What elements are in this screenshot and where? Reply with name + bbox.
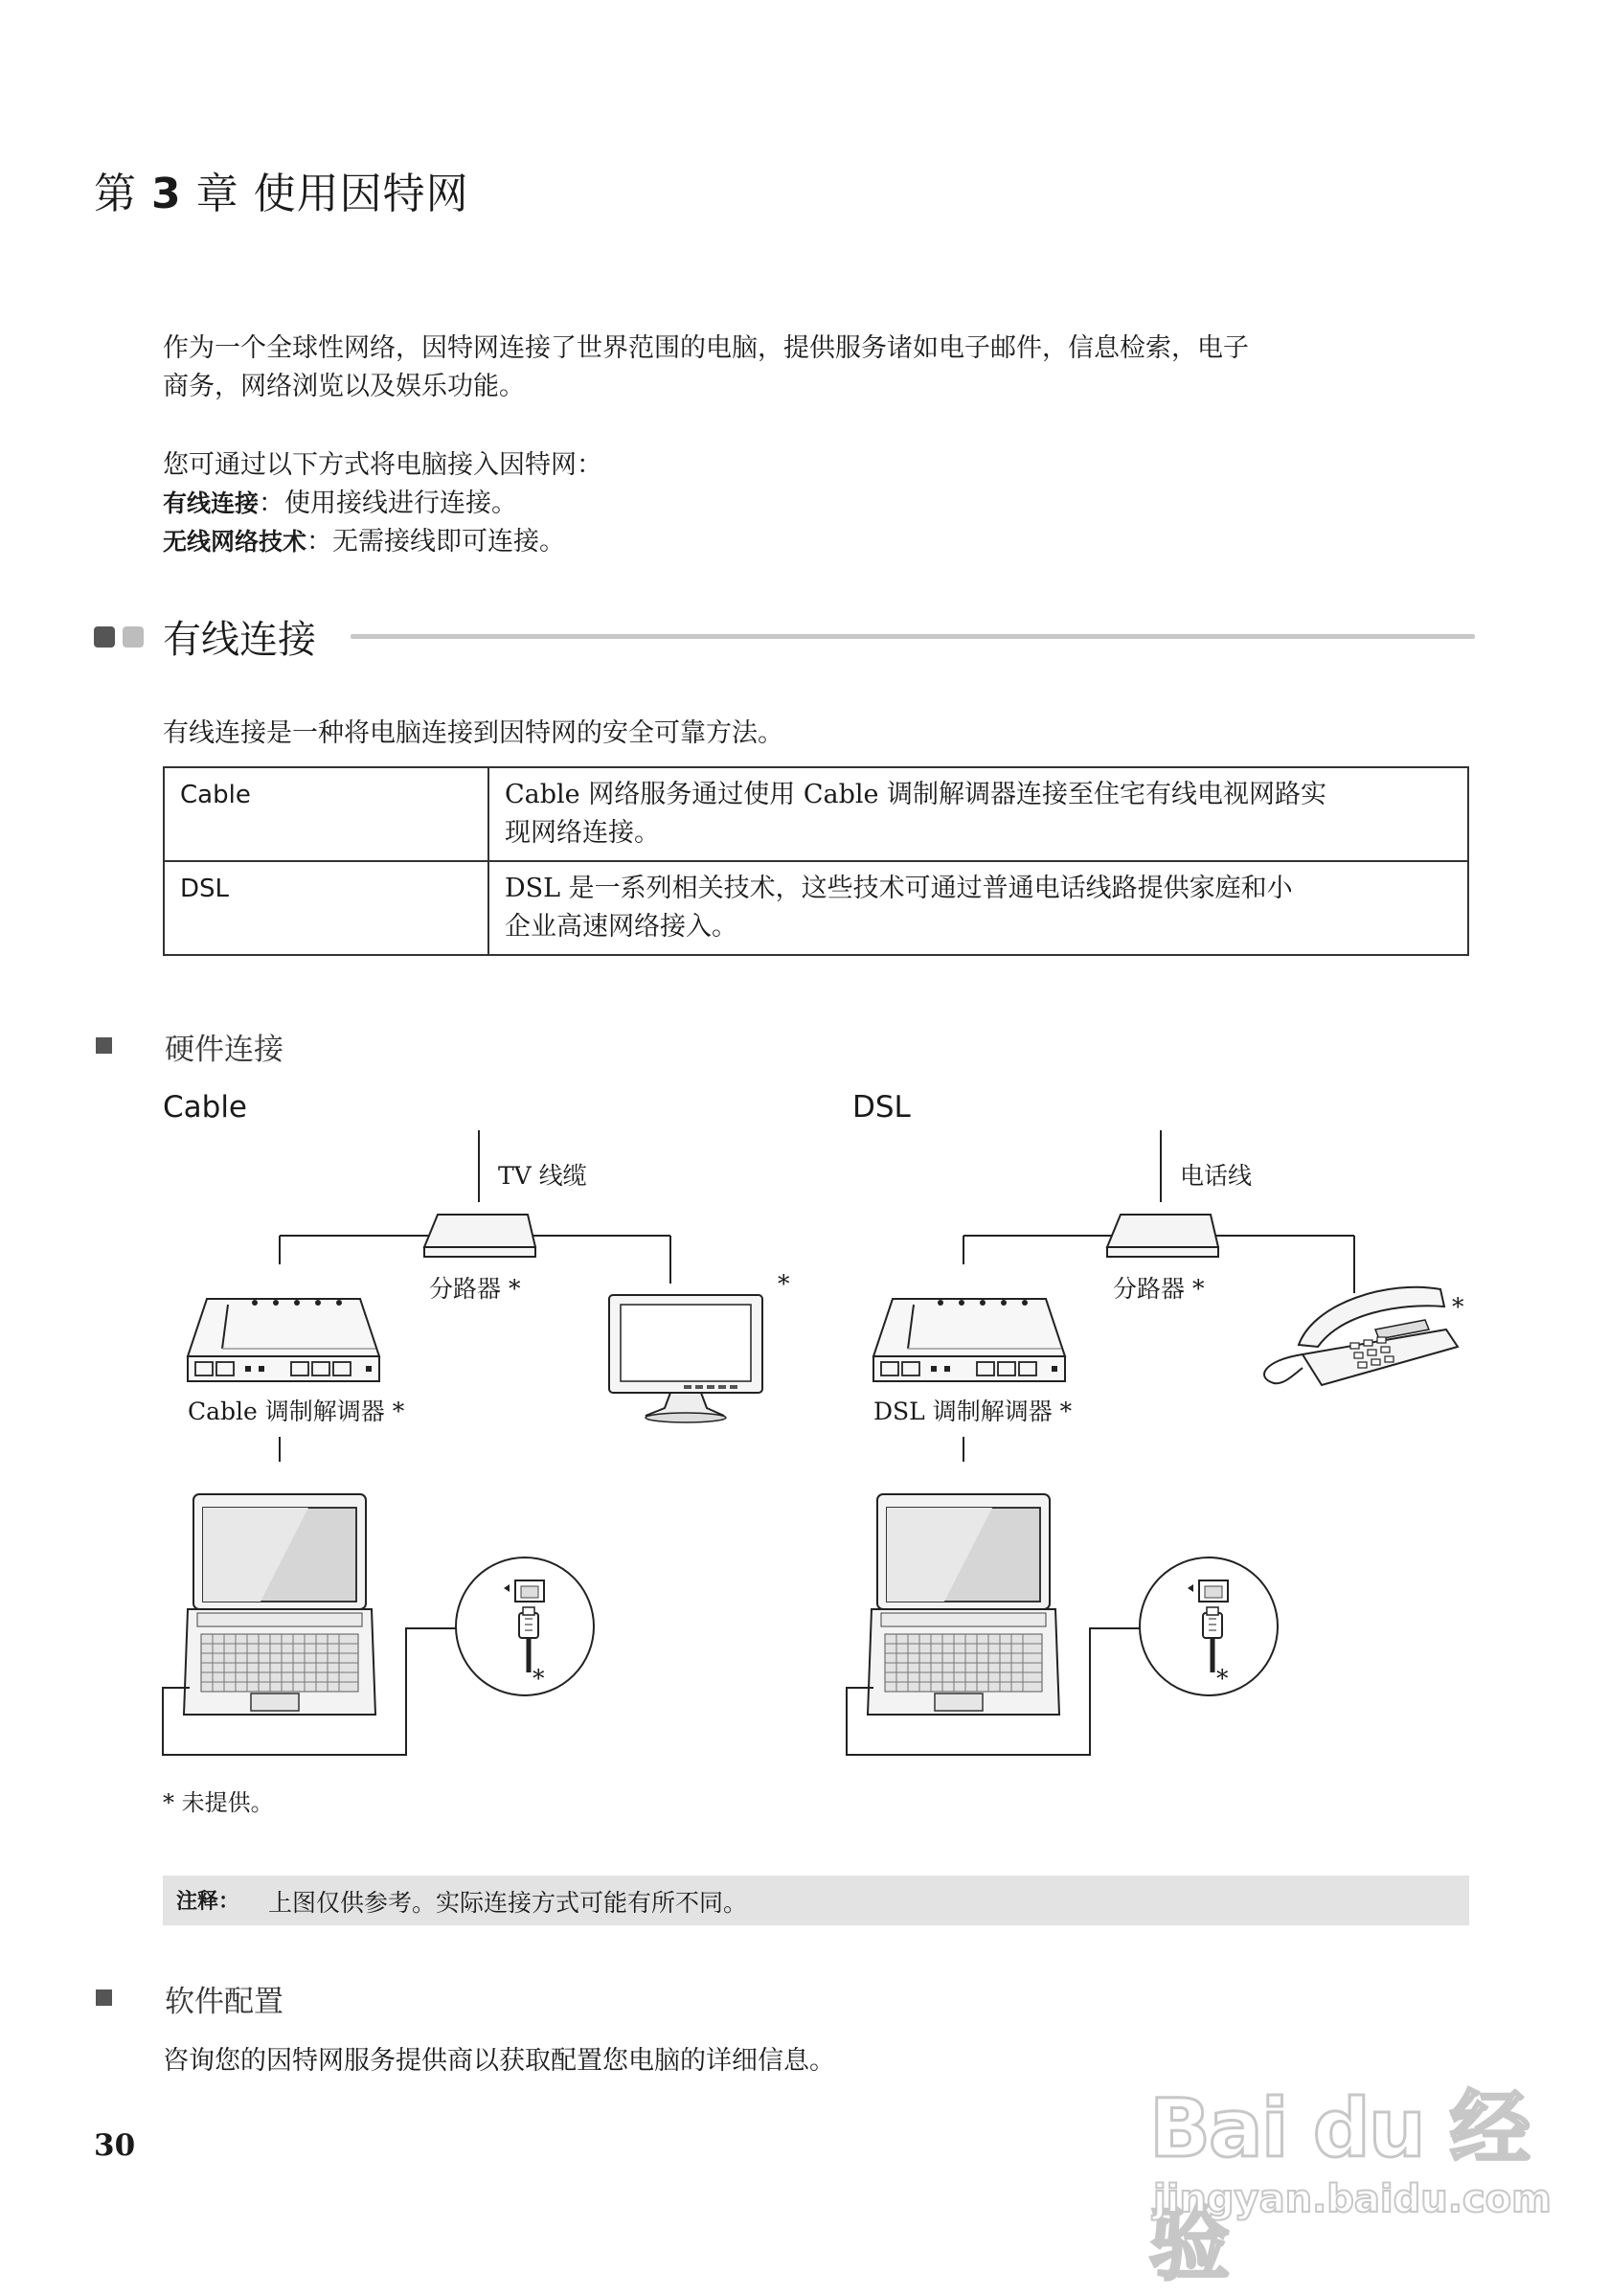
intro-paragraph: 作为一个全球性网络，因特网连接了世界范围的电脑，提供服务诸如电子邮件，信息检索，电子 商务，网络浏览以及娱乐功能。 — [163, 333, 1249, 401]
note-label: 注释： — [176, 1890, 240, 1914]
dsl-laptop — [868, 1494, 1059, 1715]
dsl-diagram-title: DSL — [852, 1090, 911, 1125]
note-box — [163, 1875, 1469, 1925]
cable-modem-label: Cable 调制解调器 * — [188, 1398, 405, 1425]
page-number: 30 — [94, 2128, 136, 2163]
phone-line-label: 电话线 — [1180, 1162, 1253, 1190]
cable-modem — [188, 1299, 379, 1381]
table-cell-name: Cable — [164, 767, 488, 861]
tv-monitor — [609, 1295, 762, 1422]
watermark — [1149, 2064, 1552, 2291]
cable-ethernet-plug — [456, 1557, 594, 1695]
hardware-heading: 硬件连接 — [165, 1033, 283, 1067]
subheading-bullet — [96, 1989, 112, 2006]
tv-cable-label: TV 线缆 — [498, 1162, 587, 1190]
dsl-modem-label: DSL 调制解调器 * — [873, 1398, 1073, 1425]
telephone — [1264, 1287, 1458, 1385]
table-cell-desc: DSL 是一系列相关技术，这些技术可通过普通电话线路提供家庭和小 企业高速网络接入。 — [488, 861, 1468, 955]
cable-diagram-title: Cable — [163, 1090, 248, 1125]
footnote: * 未提供。 — [163, 1789, 274, 1816]
software-heading: 软件配置 — [165, 1985, 283, 2019]
dsl-splitter — [1107, 1215, 1218, 1257]
cable-splitter-label: 分路器 * — [429, 1275, 521, 1303]
tv-asterisk: * — [778, 1270, 790, 1298]
chapter-title: 第 3 章 使用因特网 — [94, 170, 469, 218]
software-text: 咨询您的因特网服务提供商以获取配置您电脑的详细信息。 — [163, 2046, 835, 2076]
watermark-url: jingyan.baidu.com — [1153, 2177, 1552, 2221]
note-text: 上图仅供参考。实际连接方式可能有所不同。 — [268, 1889, 748, 1917]
cable-plug-asterisk: * — [533, 1665, 545, 1693]
cable-splitter — [424, 1215, 535, 1257]
section-intro: 有线连接是一种将电脑连接到因特网的安全可靠方法。 — [163, 718, 783, 748]
section-title: 有线连接 — [163, 618, 316, 662]
cable-laptop — [184, 1494, 375, 1715]
watermark-brand: Bai du 经验 — [1149, 2081, 1529, 2291]
dsl-plug-asterisk: * — [1216, 1665, 1229, 1693]
dsl-modem — [873, 1299, 1065, 1381]
dsl-splitter-label: 分路器 * — [1113, 1275, 1205, 1303]
dsl-ethernet-plug — [1140, 1557, 1278, 1695]
phone-asterisk: * — [1452, 1293, 1464, 1321]
intro-methods: 您可通过以下方式将电脑接入因特网： 有线连接：使用接线进行连接。 无线网络技术：无需接线即可连接。 — [163, 450, 602, 557]
table-cell-name: DSL — [164, 861, 488, 955]
wired-label: 有线连接 — [163, 489, 260, 517]
wireless-label: 无线网络技术 — [163, 528, 307, 556]
table-cell-desc: Cable 网络服务通过使用 Cable 调制解调器连接至住宅有线电视网路实 现网络连接。 — [488, 767, 1468, 861]
